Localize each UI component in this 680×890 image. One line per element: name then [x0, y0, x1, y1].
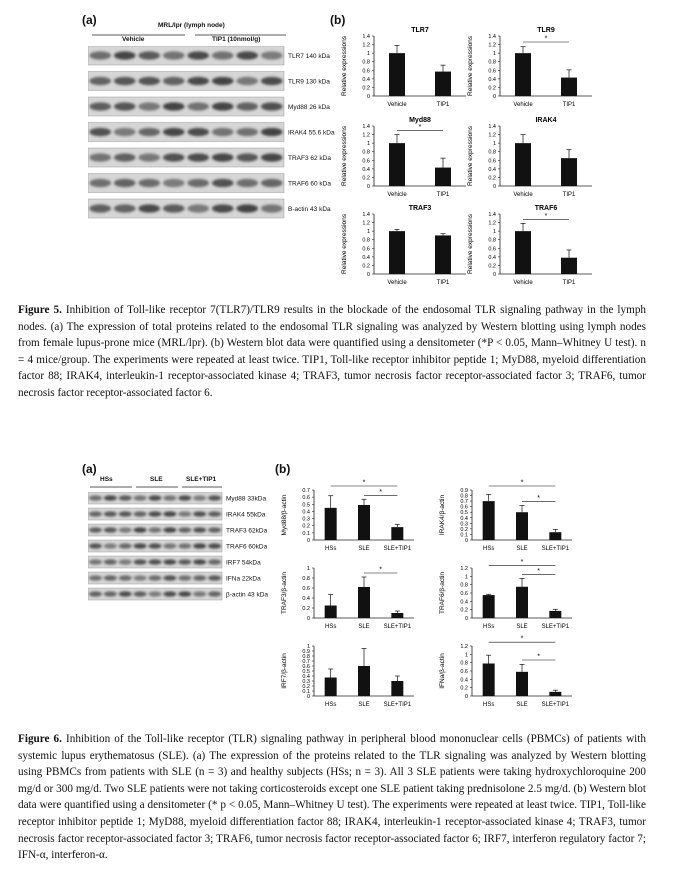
y-tick-label: 0 — [306, 538, 310, 544]
y-tick-label: 0.6 — [302, 586, 310, 592]
y-tick-label: 0.4 — [488, 254, 496, 261]
fig6-caption-body: Inhibition of the Toll-like receptor (TLR) signaling pathway in peripheral blood mononuclear cells (PBMCs) of patients with systemic lupus erythematosus (SLE). (a) The expression of the proteins related to the TLR signaling was analyzed by Western blotting using PBMCs from patients with SLE (n = 3) and healthy subjects (HSs; n = 3). All 3 SLE patients were taking hydroxychloroquine 200 mg/d or 300 mg/d. Two SLE patients were not taking corticosteroids except one SLE patient taking prednisolone 2.5 mg/d. (b) Western blot data were quantified using a densitometer (* p < 0.05, Mann–Whitney U test). The experiments were repeated at least twice. TIP1, Toll-like receptor inhibitor peptide 1; MyD88, myeloid differentiation factor 88; IRAK4, interleukin-1 receptor-associated kinase 4; TRAF3, tumor necrosis factor receptor-associated factor 3; TRAF6, tumor necrosis factor receptor-associated factor 6; IRF7, interferon regulatory factor 7; IFN-α, interferon-α. — [18, 733, 646, 862]
fig5-caption — [18, 302, 646, 402]
y-tick-label: 0.6 — [302, 495, 310, 502]
fig6-panel-a-label: (a) — [82, 462, 97, 476]
y-tick-label: 0.3 — [302, 679, 310, 685]
bar — [516, 672, 528, 696]
fig6-panel-b-label: (b) — [275, 462, 291, 476]
y-tick-label: 0.8 — [460, 493, 468, 500]
blot-row — [88, 556, 261, 568]
bar-chart — [434, 634, 580, 710]
y-tick-label: 0.8 — [302, 576, 310, 582]
y-tick-label: 1.4 — [362, 124, 370, 130]
x-tick-label: Vehicle — [387, 192, 407, 198]
chart-title: Myd88 — [409, 117, 431, 124]
y-tick-label: 0.2 — [488, 85, 496, 92]
y-tick-label: 0.4 — [460, 515, 468, 522]
x-tick-label: SLE — [516, 546, 528, 552]
bar — [561, 78, 577, 96]
y-tick-label: 1.2 — [362, 42, 370, 49]
y-tick-label: 0.2 — [362, 85, 370, 92]
bar-chart — [276, 634, 422, 710]
blot-band-label: TLR9 130 kDa — [288, 78, 330, 86]
bar — [325, 678, 337, 697]
x-tick-label: SLE+TIP1 — [541, 546, 570, 552]
y-tick-label: 1 — [306, 644, 310, 650]
blot-band-label: TLR7 140 kDa — [288, 53, 330, 60]
bar — [515, 143, 531, 186]
y-tick-label: 0.8 — [488, 237, 496, 244]
y-tick-label: 1.2 — [488, 132, 496, 139]
y-axis-label: IFNa/β-actin — [439, 653, 446, 689]
bar — [549, 692, 561, 696]
bar-chart — [336, 114, 474, 200]
blot-band-label: TRAF6 60 kDa — [288, 180, 331, 188]
y-tick-label: 1 — [464, 574, 468, 581]
y-tick-label: 0.2 — [460, 607, 468, 614]
blot-band-label: Myd88 26 kDa — [288, 104, 330, 111]
chart-title: TLR7 — [411, 27, 429, 34]
x-tick-label: SLE+TIP1 — [541, 624, 570, 630]
bar — [389, 143, 405, 186]
y-tick-label: 1 — [366, 51, 370, 58]
y-axis-label: Relative expressions — [341, 126, 348, 186]
y-tick-label: 0.2 — [302, 684, 310, 690]
y-tick-label: 0.4 — [488, 166, 496, 173]
y-axis-label: Relative expressions — [467, 214, 474, 274]
fig5-caption-body: Inhibition of Toll-like receptor 7(TLR7)/TLR9 results in the blockade of the endosomal TLR signaling pathway in the lymph nodes. (a) The expression of total proteins related to the endosomal TLR signaling was analyzed by Western blotting using lymph nodes from female lupus-prone mice (MRL/lpr). (b) Western blot data were quantified using a densitometer (*P < 0.05, Mann–Whitney U test). n = 4 mice/group. The experiments were repeated at least twice. TIP1, Toll-like receptor inhibitor peptide 1; MyD88, myeloid differentiation factor 88; IRAK4, interleukin-1 receptor-associated kinase 4; TRAF3, tumor necrosis factor receptor-associated factor 3; TRAF6, tumor necrosis factor receptor-associated factor 6. — [18, 304, 647, 399]
bar — [358, 666, 370, 696]
y-tick-label: 0.6 — [460, 504, 468, 511]
blot-row — [88, 524, 268, 536]
y-tick-label: 0.2 — [302, 606, 310, 612]
y-tick-label: 0.4 — [488, 76, 496, 83]
chart-title: IRAK4 — [535, 117, 557, 124]
y-tick-label: 1.4 — [362, 212, 370, 218]
y-tick-label: 0 — [464, 694, 468, 700]
x-tick-label: HSs — [324, 624, 337, 630]
blot-row — [88, 174, 331, 193]
y-axis-label: IRAK4/β-actin — [439, 494, 446, 536]
chart-title: TRAF3 — [408, 205, 432, 212]
fig6-group-hss: HSs — [100, 476, 113, 483]
x-tick-label: SLE — [358, 546, 370, 552]
significance-star: * — [520, 558, 524, 566]
y-tick-label: 1.2 — [460, 644, 468, 650]
fig5-group-tip1: TIP1 (10nmol/g) — [212, 36, 261, 43]
bar-chart — [434, 556, 580, 632]
bar-chart — [462, 114, 600, 200]
x-tick-label: TIP1 — [436, 192, 450, 198]
y-tick-label: 0 — [492, 94, 496, 100]
fig5-panel-b-label: (b) — [330, 13, 346, 27]
y-tick-label: 1.4 — [488, 34, 496, 40]
y-tick-label: 0.5 — [460, 510, 468, 517]
y-tick-label: 1 — [366, 229, 370, 236]
y-axis-label: Relative expressions — [467, 126, 474, 186]
y-tick-label: 0.5 — [302, 502, 310, 509]
fig6-caption — [18, 731, 646, 864]
bar — [435, 72, 451, 96]
y-tick-label: 1 — [492, 51, 496, 58]
y-tick-label: 0 — [492, 272, 496, 278]
y-tick-label: 0.9 — [460, 488, 468, 494]
y-tick-label: 1.2 — [460, 566, 468, 572]
y-tick-label: 0.8 — [302, 654, 310, 660]
y-tick-label: 1 — [492, 141, 496, 148]
bar-chart — [276, 478, 422, 554]
y-tick-label: 1.2 — [362, 220, 370, 227]
y-tick-label: 1.4 — [488, 124, 496, 130]
bar — [561, 158, 577, 186]
bar — [483, 595, 495, 618]
y-tick-label: 1 — [492, 229, 496, 236]
significance-star: * — [418, 124, 422, 132]
y-tick-label: 0.3 — [460, 521, 468, 528]
blot-band-label: TRAF3 62kDa — [226, 527, 268, 535]
bar — [515, 53, 531, 96]
y-tick-label: 0.8 — [362, 59, 370, 66]
blot-row — [88, 572, 261, 584]
y-tick-label: 1 — [306, 566, 310, 572]
fig6-western-blot — [88, 492, 269, 600]
significance-star: * — [520, 635, 524, 643]
fig5-group-lines — [90, 32, 290, 38]
y-axis-label: TRAF6/β-actin — [439, 571, 446, 615]
bar — [435, 235, 451, 274]
bar — [389, 53, 405, 96]
y-tick-label: 0.6 — [488, 68, 496, 75]
significance-star: * — [362, 479, 366, 487]
y-tick-label: 0.4 — [362, 76, 370, 83]
bar-chart — [336, 202, 474, 288]
bar — [483, 664, 495, 697]
x-tick-label: HSs — [482, 624, 495, 630]
fig5-panel-a-label: (a) — [82, 13, 97, 27]
blot-row — [88, 199, 331, 218]
blot-band-label: IRF7 54kDa — [226, 559, 261, 567]
y-tick-label: 0 — [464, 616, 468, 622]
y-tick-label: 0 — [492, 184, 496, 190]
y-tick-label: 0 — [464, 538, 468, 544]
y-tick-label: 0.2 — [460, 685, 468, 692]
bar — [435, 168, 451, 186]
blot-band-label: TRAF3 62 kDa — [288, 155, 331, 162]
bar — [358, 505, 370, 540]
bar-chart — [434, 478, 580, 554]
bar — [325, 508, 337, 540]
fig6-group-sle-tip1: SLE+TIP1 — [186, 476, 217, 483]
bar — [549, 532, 561, 540]
x-tick-label: Vehicle — [387, 102, 407, 108]
y-tick-label: 0.8 — [460, 582, 468, 589]
blot-row — [88, 72, 330, 91]
bar — [391, 613, 403, 618]
fig6-group-sle: SLE — [150, 476, 163, 483]
bar — [391, 681, 403, 696]
y-tick-label: 0.4 — [302, 596, 310, 602]
y-axis-label: Relative expressions — [467, 36, 474, 96]
y-tick-label: 0.6 — [362, 158, 370, 165]
x-tick-label: SLE — [516, 624, 528, 630]
y-tick-label: 0.4 — [460, 677, 468, 684]
y-tick-label: 0 — [306, 694, 310, 700]
y-tick-label: 0.6 — [302, 664, 310, 670]
x-tick-label: SLE — [516, 702, 528, 708]
x-tick-label: HSs — [324, 702, 337, 708]
fig6-caption-title: Figure 6. — [18, 733, 62, 745]
significance-star: * — [537, 495, 541, 503]
fig5-western-blot — [88, 46, 335, 224]
blot-row — [88, 508, 266, 520]
y-tick-label: 0.8 — [362, 149, 370, 156]
y-tick-label: 0 — [366, 272, 370, 278]
significance-star: * — [379, 488, 383, 496]
blot-band-label: TRAF6 60kDa — [226, 543, 268, 551]
bar-chart — [462, 24, 600, 110]
blot-band-label: B-actin 43 kDa — [288, 206, 331, 213]
blot-band-label: β-actin 43 kDa — [226, 591, 269, 599]
y-tick-label: 0 — [366, 94, 370, 100]
chart-title: TLR9 — [537, 27, 555, 34]
fig5-blot-header: MRL/lpr (lymph node) — [158, 22, 225, 29]
y-axis-label: TRAF3/β-actin — [281, 571, 288, 615]
bar-chart — [336, 24, 474, 110]
x-tick-label: TIP1 — [436, 280, 450, 286]
y-tick-label: 0.2 — [488, 175, 496, 182]
blot-band-label: IFNa 22kDa — [226, 575, 261, 583]
significance-star: * — [520, 479, 524, 487]
y-tick-label: 0.2 — [460, 526, 468, 533]
bar — [389, 231, 405, 274]
blot-band-label: Myd88 33kDa — [226, 495, 267, 503]
y-tick-label: 0.6 — [362, 68, 370, 75]
y-tick-label: 0.1 — [460, 532, 468, 539]
y-tick-label: 0.8 — [362, 237, 370, 244]
y-tick-label: 1.4 — [488, 212, 496, 218]
y-tick-label: 0.2 — [302, 523, 310, 530]
y-tick-label: 0.8 — [460, 660, 468, 667]
y-tick-label: 0.6 — [362, 246, 370, 253]
y-tick-label: 0.2 — [488, 263, 496, 270]
y-tick-label: 0.4 — [302, 674, 310, 680]
x-tick-label: SLE — [358, 702, 370, 708]
y-tick-label: 0 — [306, 616, 310, 622]
blot-row — [88, 97, 330, 116]
y-tick-label: 0.2 — [362, 175, 370, 182]
y-tick-label: 1 — [464, 652, 468, 659]
x-tick-label: TIP1 — [562, 102, 576, 108]
y-tick-label: 0.7 — [460, 499, 468, 506]
significance-star: * — [537, 567, 541, 575]
x-tick-label: TIP1 — [562, 280, 576, 286]
y-tick-label: 0.9 — [302, 649, 310, 655]
blot-row — [88, 588, 268, 600]
blot-row — [88, 492, 266, 504]
chart-title: TRAF6 — [534, 205, 558, 212]
bar-chart — [276, 556, 422, 632]
significance-star: * — [537, 653, 541, 661]
y-tick-label: 0.3 — [302, 516, 310, 523]
y-tick-label: 0 — [366, 184, 370, 190]
x-tick-label: SLE+TIP1 — [541, 702, 570, 708]
x-tick-label: Vehicle — [387, 280, 407, 286]
blot-row — [88, 148, 331, 167]
bar — [515, 231, 531, 274]
y-axis-label: Relative expressions — [341, 36, 348, 96]
y-tick-label: 0.4 — [302, 509, 310, 516]
y-tick-label: 0.2 — [362, 263, 370, 270]
y-tick-label: 0.8 — [488, 149, 496, 156]
bar — [358, 587, 370, 618]
significance-star: * — [544, 35, 548, 43]
y-tick-label: 0.8 — [488, 59, 496, 66]
blot-band-label: IRAK4 55kDa — [226, 511, 266, 519]
bar — [483, 501, 495, 540]
x-tick-label: HSs — [324, 546, 337, 552]
x-tick-label: SLE+TIP1 — [383, 546, 412, 552]
y-tick-label: 1.2 — [488, 42, 496, 49]
y-tick-label: 1.2 — [362, 132, 370, 139]
y-tick-label: 0.6 — [460, 669, 468, 675]
x-tick-label: HSs — [482, 702, 495, 708]
fig5-group-vehicle: Vehicle — [122, 36, 145, 43]
blot-row — [88, 46, 330, 65]
y-tick-label: 1.2 — [488, 220, 496, 227]
x-tick-label: SLE+TIP1 — [383, 702, 412, 708]
x-tick-label: TIP1 — [562, 192, 576, 198]
y-tick-label: 0.6 — [488, 246, 496, 253]
bar-chart — [462, 202, 600, 288]
blot-row — [88, 540, 268, 552]
y-tick-label: 0.1 — [302, 530, 310, 537]
x-tick-label: HSs — [482, 546, 495, 552]
fig5-caption-title: Figure 5. — [18, 304, 62, 316]
x-tick-label: SLE+TIP1 — [383, 624, 412, 630]
x-tick-label: Vehicle — [513, 192, 533, 198]
x-tick-label: SLE — [358, 624, 370, 630]
bar — [325, 606, 337, 619]
y-axis-label: IRF7/β-actin — [281, 653, 288, 689]
x-tick-label: Vehicle — [513, 102, 533, 108]
fig6-group-lines — [88, 484, 228, 490]
y-tick-label: 0.5 — [302, 669, 310, 675]
y-tick-label: 1.4 — [362, 34, 370, 40]
y-tick-label: 0.4 — [362, 254, 370, 261]
significance-star: * — [544, 212, 548, 220]
bar — [516, 587, 528, 618]
bar — [561, 258, 577, 274]
bar — [516, 512, 528, 540]
y-tick-label: 0.1 — [302, 689, 310, 695]
y-tick-label: 1 — [366, 141, 370, 148]
y-tick-label: 0.4 — [362, 166, 370, 173]
x-tick-label: TIP1 — [436, 102, 450, 108]
y-axis-label: Myd88/β-actin — [281, 494, 288, 536]
blot-row — [88, 123, 335, 142]
bar — [391, 527, 403, 540]
significance-star: * — [379, 566, 383, 574]
x-tick-label: Vehicle — [513, 280, 533, 286]
y-tick-label: 0.6 — [460, 591, 468, 597]
bar — [549, 611, 561, 618]
blot-band-label: IRAK4 55.6 kDa — [288, 129, 335, 137]
y-tick-label: 0.7 — [302, 488, 310, 494]
y-axis-label: Relative expressions — [341, 214, 348, 274]
y-tick-label: 0.4 — [460, 599, 468, 606]
y-tick-label: 0.6 — [488, 158, 496, 165]
y-tick-label: 0.7 — [302, 659, 310, 665]
